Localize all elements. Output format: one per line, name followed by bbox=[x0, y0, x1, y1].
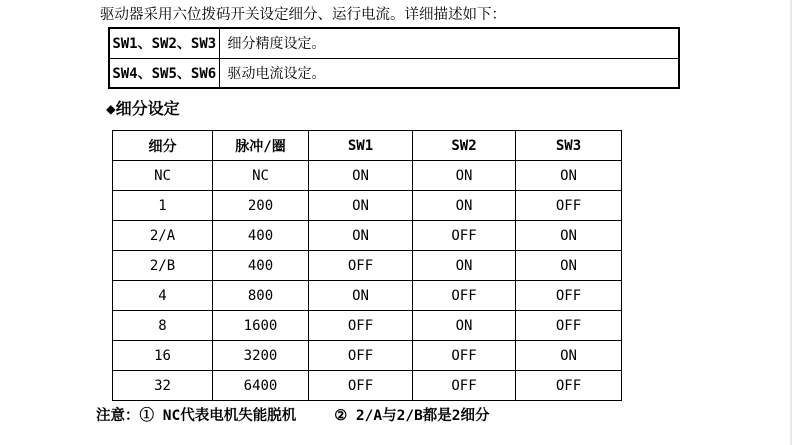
table-cell: 400 bbox=[213, 251, 309, 281]
table-cell: 3200 bbox=[213, 341, 309, 371]
switch-desc-cell: 细分精度设定。 bbox=[219, 28, 679, 58]
subdivision-table bbox=[112, 130, 622, 401]
table-cell: 6400 bbox=[213, 371, 309, 401]
switch-keys-cell: SW1、SW2、SW3 bbox=[109, 28, 219, 58]
column-header: SW3 bbox=[516, 131, 622, 161]
table-cell: OFF bbox=[516, 311, 622, 341]
table-row bbox=[109, 28, 679, 58]
intro-text: 驱动器采用六位拨码开关设定细分、运行电流。详细描述如下： bbox=[100, 7, 506, 23]
table-cell: 400 bbox=[213, 221, 309, 251]
table-cell: ON bbox=[413, 161, 516, 191]
table-cell: OFF bbox=[309, 311, 413, 341]
table-row bbox=[113, 221, 622, 251]
table-cell: OFF bbox=[309, 341, 413, 371]
table-row bbox=[113, 191, 622, 221]
table-cell: 16 bbox=[113, 341, 213, 371]
column-header: 脉冲/圈 bbox=[213, 131, 309, 161]
table-cell: OFF bbox=[413, 281, 516, 311]
table-row bbox=[113, 281, 622, 311]
table-cell: OFF bbox=[413, 221, 516, 251]
table-cell: OFF bbox=[516, 371, 622, 401]
table-row bbox=[113, 371, 622, 401]
table-cell: ON bbox=[516, 161, 622, 191]
table-cell: ON bbox=[309, 221, 413, 251]
table-row bbox=[113, 341, 622, 371]
table-cell: ON bbox=[516, 341, 622, 371]
table-cell: 4 bbox=[113, 281, 213, 311]
table-cell: ON bbox=[516, 221, 622, 251]
table-cell: OFF bbox=[309, 251, 413, 281]
table-row bbox=[113, 311, 622, 341]
switch-function-table bbox=[108, 27, 680, 89]
table-cell: 1600 bbox=[213, 311, 309, 341]
table-cell: ON bbox=[413, 251, 516, 281]
column-header: SW2 bbox=[413, 131, 516, 161]
subdivision-table-body bbox=[113, 161, 622, 401]
note-item-2: ② 2/A与2/B都是2细分 bbox=[334, 408, 490, 424]
note-text bbox=[96, 404, 490, 425]
table-cell: 32 bbox=[113, 371, 213, 401]
table-cell: NC bbox=[113, 161, 213, 191]
table-row bbox=[113, 251, 622, 281]
section-heading: ◆细分设定 bbox=[106, 99, 180, 118]
table-cell: 200 bbox=[213, 191, 309, 221]
table-cell: OFF bbox=[413, 371, 516, 401]
table-row bbox=[113, 161, 622, 191]
note-label: 注意： bbox=[96, 408, 140, 424]
table-cell: 2/B bbox=[113, 251, 213, 281]
table-cell: 2/A bbox=[113, 221, 213, 251]
table-cell: 8 bbox=[113, 311, 213, 341]
table-row bbox=[109, 58, 679, 88]
table-cell: OFF bbox=[413, 341, 516, 371]
switch-function-table-body bbox=[109, 28, 679, 88]
table-cell: 800 bbox=[213, 281, 309, 311]
table-cell: OFF bbox=[309, 371, 413, 401]
column-header: 细分 bbox=[113, 131, 213, 161]
table-cell: ON bbox=[413, 191, 516, 221]
table-cell: ON bbox=[309, 281, 413, 311]
table-cell: OFF bbox=[516, 281, 622, 311]
switch-desc-cell: 驱动电流设定。 bbox=[219, 58, 679, 88]
table-cell: ON bbox=[413, 311, 516, 341]
table-cell: NC bbox=[213, 161, 309, 191]
table-cell: 1 bbox=[113, 191, 213, 221]
table-cell: OFF bbox=[516, 191, 622, 221]
switch-keys-cell: SW4、SW5、SW6 bbox=[109, 58, 219, 88]
subdivision-table-header-row bbox=[113, 131, 622, 161]
window-right-border bbox=[790, 0, 792, 445]
table-cell: ON bbox=[309, 161, 413, 191]
table-cell: ON bbox=[309, 191, 413, 221]
column-header: SW1 bbox=[309, 131, 413, 161]
table-cell: ON bbox=[516, 251, 622, 281]
note-item-1: ① NC代表电机失能脱机 bbox=[139, 408, 297, 424]
